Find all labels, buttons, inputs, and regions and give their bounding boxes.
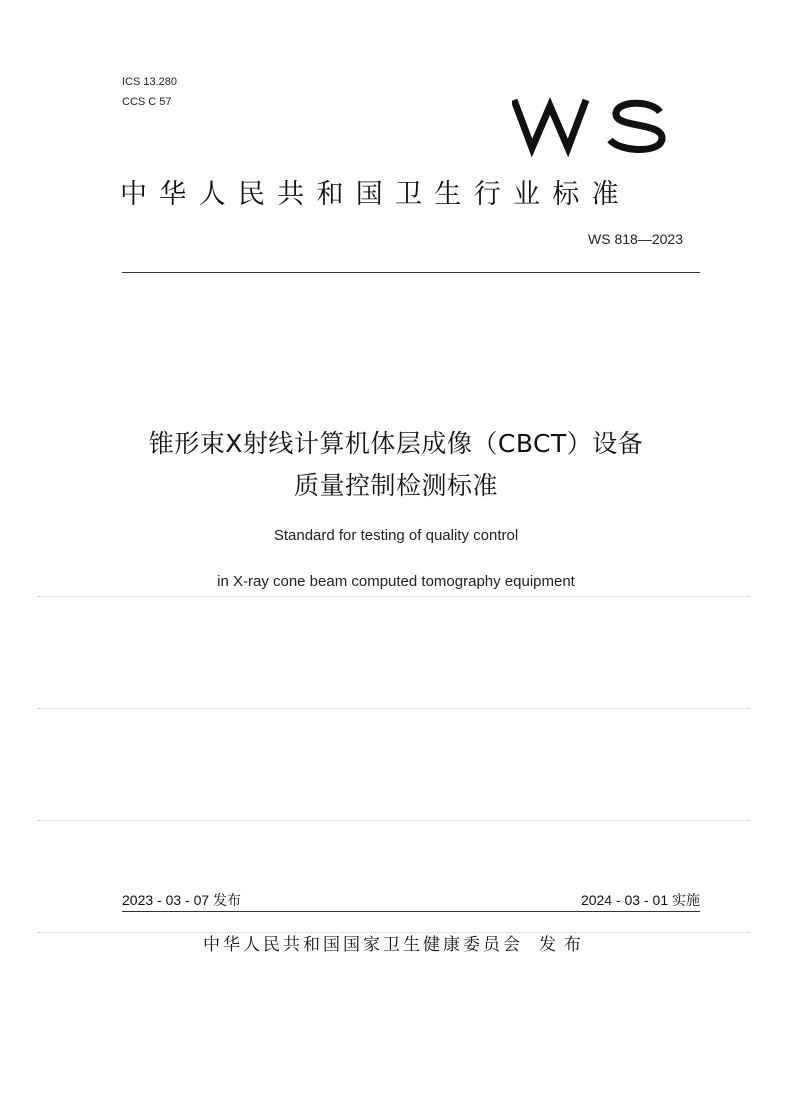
issuer-line: [0, 930, 792, 955]
chinese-title-line1: 锥形束X射线计算机体层成像（CBCT）设备: [148, 429, 644, 458]
dotted-guide: [38, 596, 750, 597]
chinese-title-line2: 质量控制检测标准: [293, 471, 498, 500]
english-title-line1: Standard for testing of quality control: [273, 527, 519, 544]
dotted-guide: [38, 708, 750, 709]
ws-logo: [512, 92, 668, 158]
ccs-code: CCS C 57: [122, 96, 172, 108]
footer-divider: [122, 911, 700, 912]
classification-codes: [122, 72, 177, 112]
ics-code: ICS 13.280: [122, 76, 178, 88]
issuer-name: 中华人民共和国国家卫生健康委员会: [203, 935, 523, 955]
publish-date: 2023 - 03 - 07 发布: [122, 892, 242, 908]
english-title-line2: in X-ray cone beam computed tomography equipment: [217, 573, 575, 590]
standard-category: 中华人民共和国卫生行业标准: [120, 179, 631, 210]
standard-number: WS 818—2023: [588, 231, 683, 247]
implement-date: 2024 - 03 - 01 实施: [580, 892, 700, 908]
dotted-guide: [38, 820, 750, 821]
header-divider: [122, 272, 700, 273]
issue-action: 发布: [539, 935, 589, 955]
